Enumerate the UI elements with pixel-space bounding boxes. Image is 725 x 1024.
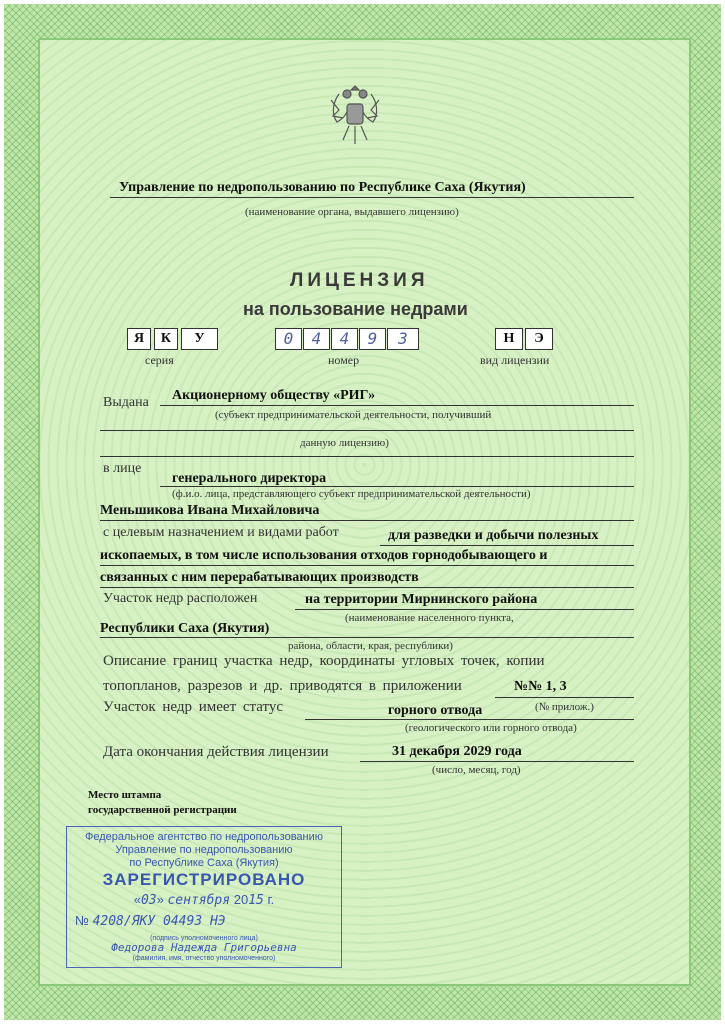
location-caption-1: (наименование населенного пункта, [345,612,514,624]
location-value: на территории Мирнинского района [305,592,538,607]
stamp-number-label: № [75,913,89,928]
issued-underline-2 [100,430,634,431]
expiry-value: 31 декабря 2029 года [392,744,522,759]
status-caption: (геологического или горного отвода) [405,722,577,734]
type-letter: Н [495,328,523,350]
stamp-line-2: Управление по недропользованию [115,844,293,856]
stamp-name-caption: (фамилия, имя, отчество уполномоченного) [132,955,276,962]
registration-stamp [66,826,342,968]
purpose-line-2: ископаемых, в том числе использования отходов горнодобывающего и [100,548,548,563]
status-underline [305,719,634,720]
number-digit: 3 [387,328,419,350]
type-caption: вид лицензии [480,353,550,367]
appendix-underline [495,697,634,698]
type-letter: Э [525,328,553,350]
number-digit: 4 [331,328,358,350]
purpose-line-1: для разведки и добычи полезных [388,528,599,543]
purpose-underline-3 [100,587,634,588]
location-value-2: Республики Саха (Якутия) [100,621,270,636]
purpose-underline-2 [100,565,634,566]
status-label: Участок недр имеет статус [103,699,284,715]
stamp-signer: Федорова Надежда Григорьевна [111,941,297,954]
stamp-day: 03 [140,893,157,908]
stamp-sig-caption: (подпись уполномоченного лица) [150,935,258,942]
person-name: Меньшикова Ивана Михайловича [100,503,320,518]
stamp-place-label: Место штампа [88,789,162,801]
number-digit: 4 [303,328,330,350]
location-underline-2 [100,637,634,638]
issued-caption-2: данную лицензию) [300,437,389,449]
series-caption: серия [145,353,174,367]
person-caption: (ф.и.о. лица, представляющего субъект предпринимательской деятельности) [172,488,531,500]
appendix-caption: (№ прилож.) [535,701,594,713]
stamp-year-suffix: 15 [248,893,264,908]
person-label: в лице [103,461,142,476]
expiry-caption: (число, месяц, год) [432,764,521,776]
stamp-year-prefix: 20 [233,892,249,907]
issuer-caption: (наименование органа, выдавшего лицензию) [245,206,459,218]
description-line-2: топопланов, разрезов и др. приводятся в приложении [103,678,462,694]
series-letter: Я [127,328,151,350]
number-digit: 9 [359,328,386,350]
expiry-label: Дата окончания действия лицензии [103,744,329,760]
person-position: генерального директора [172,471,327,486]
stamp-number-row [75,913,335,929]
series-letter: У [181,328,218,350]
expiry-underline [360,761,634,762]
appendix-value: №№ 1, 3 [514,679,567,694]
purpose-underline-1 [380,545,634,546]
description-line-1: Описание границ участка недр, координаты угловых точек, копии [103,653,545,669]
location-underline [295,609,634,610]
stamp-line-3: по Республике Саха (Якутия) [129,857,279,869]
blank-underline [100,456,634,457]
stamp-date: «03» сентября 2015 г. [133,892,275,908]
stamp-line-1: Федеральное агентство по недропользованию [84,831,323,843]
issued-to: Акционерному обществу «РИГ» [172,388,376,403]
issued-caption-1: (субъект предпринимательской деятельности, получивший [215,409,492,421]
issuer-name: Управление по недропользованию по Республике Саха (Якутия) [119,180,526,195]
series-letter: К [154,328,178,350]
stamp-registered: ЗАРЕГИСТРИРОВАНО [102,870,306,889]
stamp-place-label: государственной регистрации [88,804,237,816]
coat-of-arms-icon [325,80,385,150]
document-title: ЛИЦЕНЗИЯ [290,270,429,291]
person-name-underline [100,520,634,521]
stamp-month: сентября [167,893,231,908]
purpose-label: с целевым назначением и видами работ [103,525,339,540]
number-caption: номер [328,353,360,367]
purpose-line-3: связанных с ним перерабатывающих производств [100,570,419,585]
stamp-reg-number: 4208/ЯКУ 04493 НЭ [92,914,226,929]
document-subtitle: на пользование недрами [243,299,468,319]
person-underline [160,486,634,487]
number-digit: 0 [275,328,302,350]
stamp-year-unit: г. [267,892,275,907]
issuer-underline [110,197,634,198]
status-value: горного отвода [388,703,483,718]
issued-underline [160,405,634,406]
location-label: Участок недр расположен [103,591,258,606]
issued-label: Выдана [103,395,149,410]
location-caption-2: района, области, края, республики) [288,640,453,652]
